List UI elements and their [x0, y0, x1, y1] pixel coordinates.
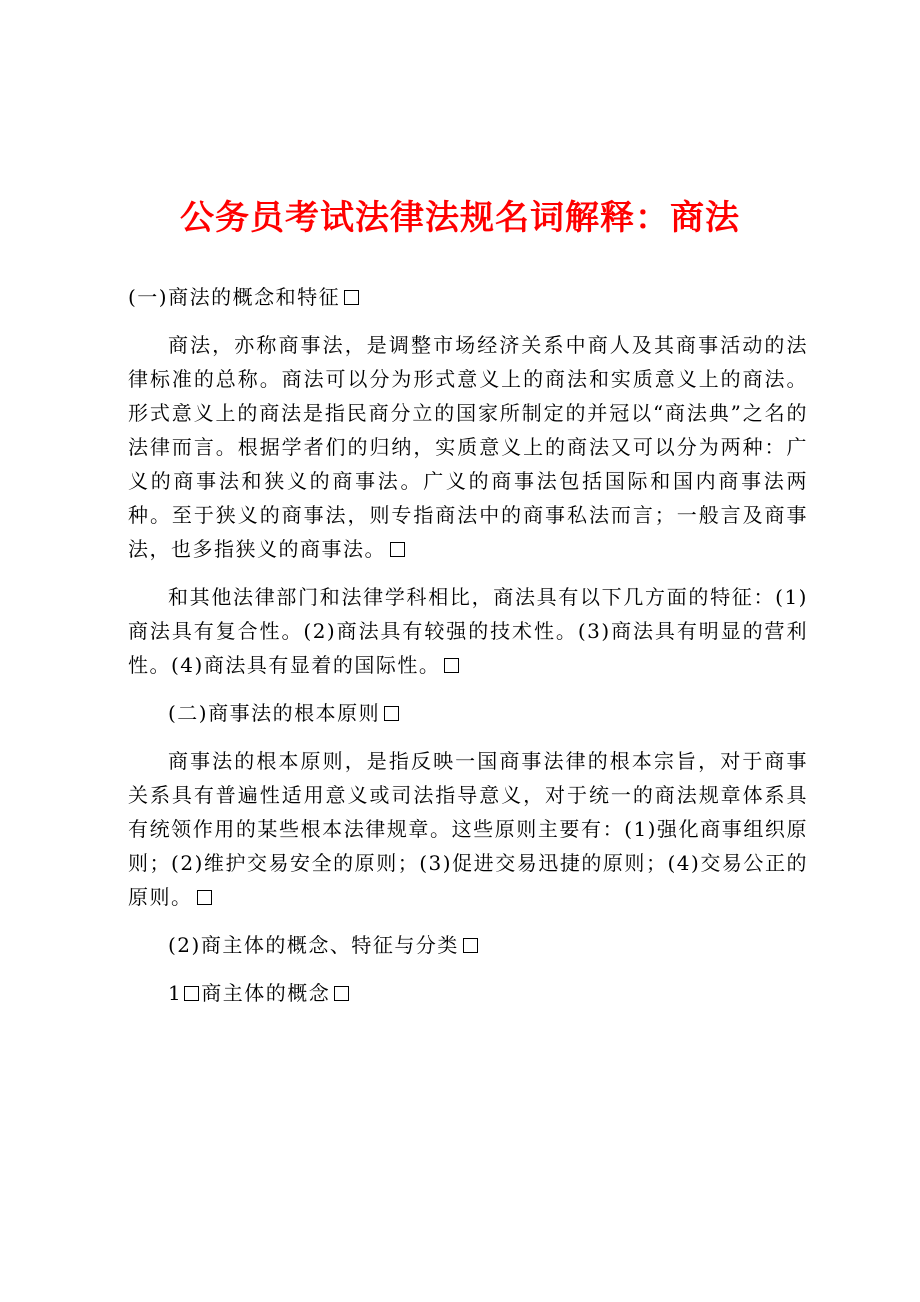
paragraph-subsection-1-heading — [128, 976, 808, 1010]
paragraph-section-3-heading — [128, 928, 808, 962]
placeholder-box-icon — [197, 890, 212, 905]
placeholder-box-icon — [344, 290, 359, 305]
paragraph-text: (二)商事法的根本原则 — [168, 701, 381, 725]
placeholder-box-icon — [463, 938, 478, 953]
paragraph-text: 商事法的根本原则，是指反映一国商事法律的根本宗旨，对于商事关系具有普遍性适用意义或司法指导意义，对于统一的商法规章体系具有统领作用的某些根本法律规章。这些原则主要有：(1)强化商事组织原则；(2)维护交易安全的原则；(3)促进交易迅捷的原则；(4)交易公正的原则。 — [128, 749, 808, 909]
placeholder-box-icon — [334, 986, 349, 1001]
paragraph-section-2-heading — [128, 696, 808, 730]
placeholder-box-icon — [184, 986, 199, 1001]
paragraph-section-1-heading — [128, 280, 808, 314]
paragraph-text: 和其他法律部门和法律学科相比，商法具有以下几方面的特征：(1)商法具有复合性。(2)商法具有较强的技术性。(3)商法具有明显的营利性。(4)商法具有显着的国际性。 — [128, 585, 808, 677]
paragraph-text: 商法，亦称商事法，是调整市场经济关系中商人及其商事活动的法律标准的总称。商法可以分为形式意义上的商法和实质意义上的商法。形式意义上的商法是指民商分立的国家所制定的并冠以“商法典”之名的法律而言。根据学者们的归纳，实质意义上的商法又可以分为两种：广义的商事法和狭义的商事法。广义的商事法包括国际和国内商事法两种。至于狭义的商事法，则专指商法中的商事私法而言；一般言及商事法，也多指狭义的商事法。 — [128, 333, 808, 561]
paragraph-commercial-law-features — [128, 580, 808, 682]
paragraph-commercial-law-definition — [128, 328, 808, 566]
document-title: 公务员考试法律法规名词解释：商法 — [180, 198, 740, 238]
paragraph-text: 商主体的概念 — [201, 981, 331, 1005]
paragraph-text: (一)商法的概念和特征 — [128, 285, 341, 309]
placeholder-box-icon — [444, 658, 459, 673]
paragraph-text: (2)商主体的概念、特征与分类 — [168, 933, 459, 957]
placeholder-box-icon — [390, 542, 405, 557]
placeholder-box-icon — [384, 706, 399, 721]
paragraph-number: 1 — [168, 981, 183, 1005]
paragraph-basic-principles — [128, 744, 808, 914]
document-body — [128, 280, 808, 1024]
